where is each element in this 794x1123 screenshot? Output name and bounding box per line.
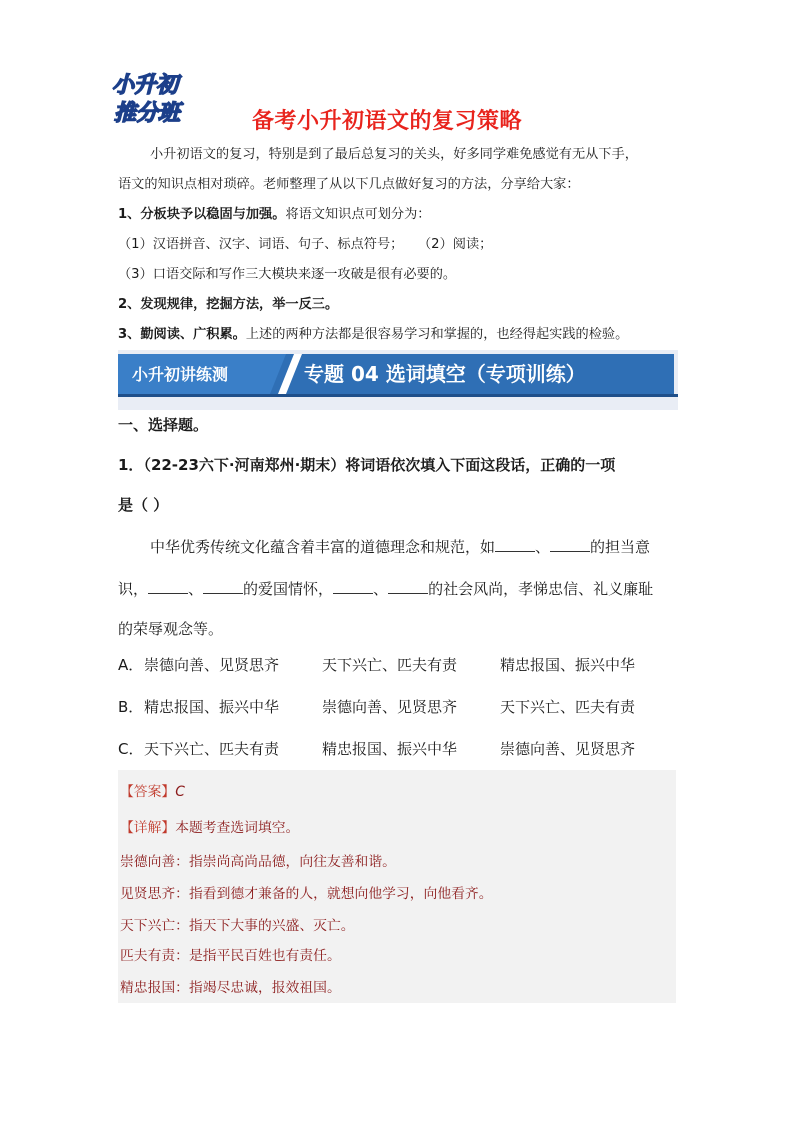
option-a[interactable] bbox=[118, 654, 143, 676]
intro-point1c: （3）口语交际和写作三大模块来逐一攻破是很有必要的。 bbox=[118, 267, 457, 282]
point3-heading: 3、勤阅读、广积累。 bbox=[118, 327, 246, 342]
passage-text: 的社会风尚，孝悌忠信、礼义廉耻 bbox=[428, 580, 654, 598]
option-a-item: 崇德向善、见贤思齐 bbox=[144, 656, 280, 674]
option-c-item: 天下兴亡、匹夫有责 bbox=[144, 740, 280, 758]
blank-6 bbox=[388, 579, 428, 594]
option-c-item: 精忠报国、振兴中华 bbox=[322, 740, 458, 758]
logo-line1: 小升初 bbox=[112, 73, 179, 98]
passage-line2 bbox=[118, 578, 653, 600]
detail-row bbox=[120, 818, 299, 838]
intro-line2: 语文的知识点相对琐碎。老师整理了从以下几点做好复习的方法，分享给大家： bbox=[118, 177, 580, 192]
passage-line3: 的荣辱观念等。 bbox=[118, 620, 224, 638]
blank-4 bbox=[203, 579, 243, 594]
detail-text: 本题考查选词填空。 bbox=[175, 820, 300, 836]
option-label: A． bbox=[118, 656, 144, 674]
option-label: C． bbox=[118, 740, 144, 758]
detail-label: 【详解】 bbox=[120, 820, 176, 836]
blank-3 bbox=[148, 579, 188, 594]
explanation-line: 天下兴亡：指天下大事的兴盛、灭亡。 bbox=[120, 918, 355, 934]
question-stem bbox=[118, 454, 615, 476]
explanation-line: 精忠报国：指竭尽忠诚，报效祖国。 bbox=[120, 980, 341, 996]
separator: 、 bbox=[373, 580, 389, 598]
option-b[interactable] bbox=[118, 696, 143, 718]
option-a-item: 精忠报国、振兴中华 bbox=[500, 656, 636, 674]
passage-text: 识， bbox=[118, 580, 149, 598]
logo bbox=[104, 66, 212, 128]
intro-point2: 2、发现规律，挖掘方法，举一反三。 bbox=[118, 297, 339, 312]
option-b-item: 精忠报国、振兴中华 bbox=[144, 698, 280, 716]
blank-5 bbox=[333, 579, 373, 594]
explanation-line: 匹夫有责：是指平民百姓也有责任。 bbox=[120, 948, 341, 964]
intro-point1 bbox=[118, 206, 431, 224]
separator: 、 bbox=[535, 538, 551, 556]
option-c[interactable] bbox=[118, 738, 143, 760]
answer-value: C bbox=[175, 784, 185, 800]
intro-point3 bbox=[118, 326, 628, 344]
option-a-item: 天下兴亡、匹夫有责 bbox=[322, 656, 458, 674]
explanation-line: 崇德向善：指崇尚高尚品德，向往友善和谐。 bbox=[120, 854, 396, 870]
logo-line2: 推分班 bbox=[114, 101, 181, 126]
section-heading: 一、选择题。 bbox=[118, 416, 209, 434]
option-c-item: 崇德向善、见贤思齐 bbox=[500, 740, 636, 758]
question-source: （22-23六下·河南郑州·期末）将词语依次填入下面这段话，正确的一项 bbox=[143, 456, 616, 474]
intro-point1a: （1）汉语拼音、汉字、词语、句子、标点符号； bbox=[118, 237, 404, 252]
banner-left-label: 小升初讲练测 bbox=[132, 365, 229, 384]
option-label: B． bbox=[118, 698, 144, 716]
banner-right-label: 专题 04 选词填空（专项训练） bbox=[304, 362, 586, 386]
answer-label: 【答案】 bbox=[120, 784, 176, 800]
explanation-line: 见贤思齐：指看到德才兼备的人，就想向他学习，向他看齐。 bbox=[120, 886, 493, 902]
intro-line1: 小升初语文的复习，特别是到了最后总复习的关头，好多同学难免感觉有无从下手， bbox=[150, 147, 638, 162]
page-title: 备考小升初语文的复习策略 bbox=[252, 109, 523, 134]
blank-2 bbox=[550, 537, 590, 552]
point1-text: 将语文知识点可划分为： bbox=[285, 207, 431, 222]
question-bracket: 是（ ） bbox=[118, 496, 169, 514]
intro-point1b: （2）阅读； bbox=[418, 237, 493, 252]
blank-1 bbox=[495, 537, 535, 552]
answer-row bbox=[120, 782, 185, 802]
passage-line1 bbox=[150, 536, 650, 558]
separator: 、 bbox=[188, 580, 204, 598]
passage-text: 的爱国情怀， bbox=[243, 580, 334, 598]
passage-text: 中华优秀传统文化蕴含着丰富的道德理念和规范，如 bbox=[150, 538, 496, 556]
passage-text: 的担当意 bbox=[590, 538, 651, 556]
option-b-item: 天下兴亡、匹夫有责 bbox=[500, 698, 636, 716]
option-b-item: 崇德向善、见贤思齐 bbox=[322, 698, 458, 716]
point3-text: 上述的两种方法都是很容易学习和掌握的，也经得起实践的检验。 bbox=[245, 327, 629, 342]
point1-heading: 1、分板块予以稳固与加强。 bbox=[118, 207, 286, 222]
question-number: 1． bbox=[118, 456, 144, 474]
